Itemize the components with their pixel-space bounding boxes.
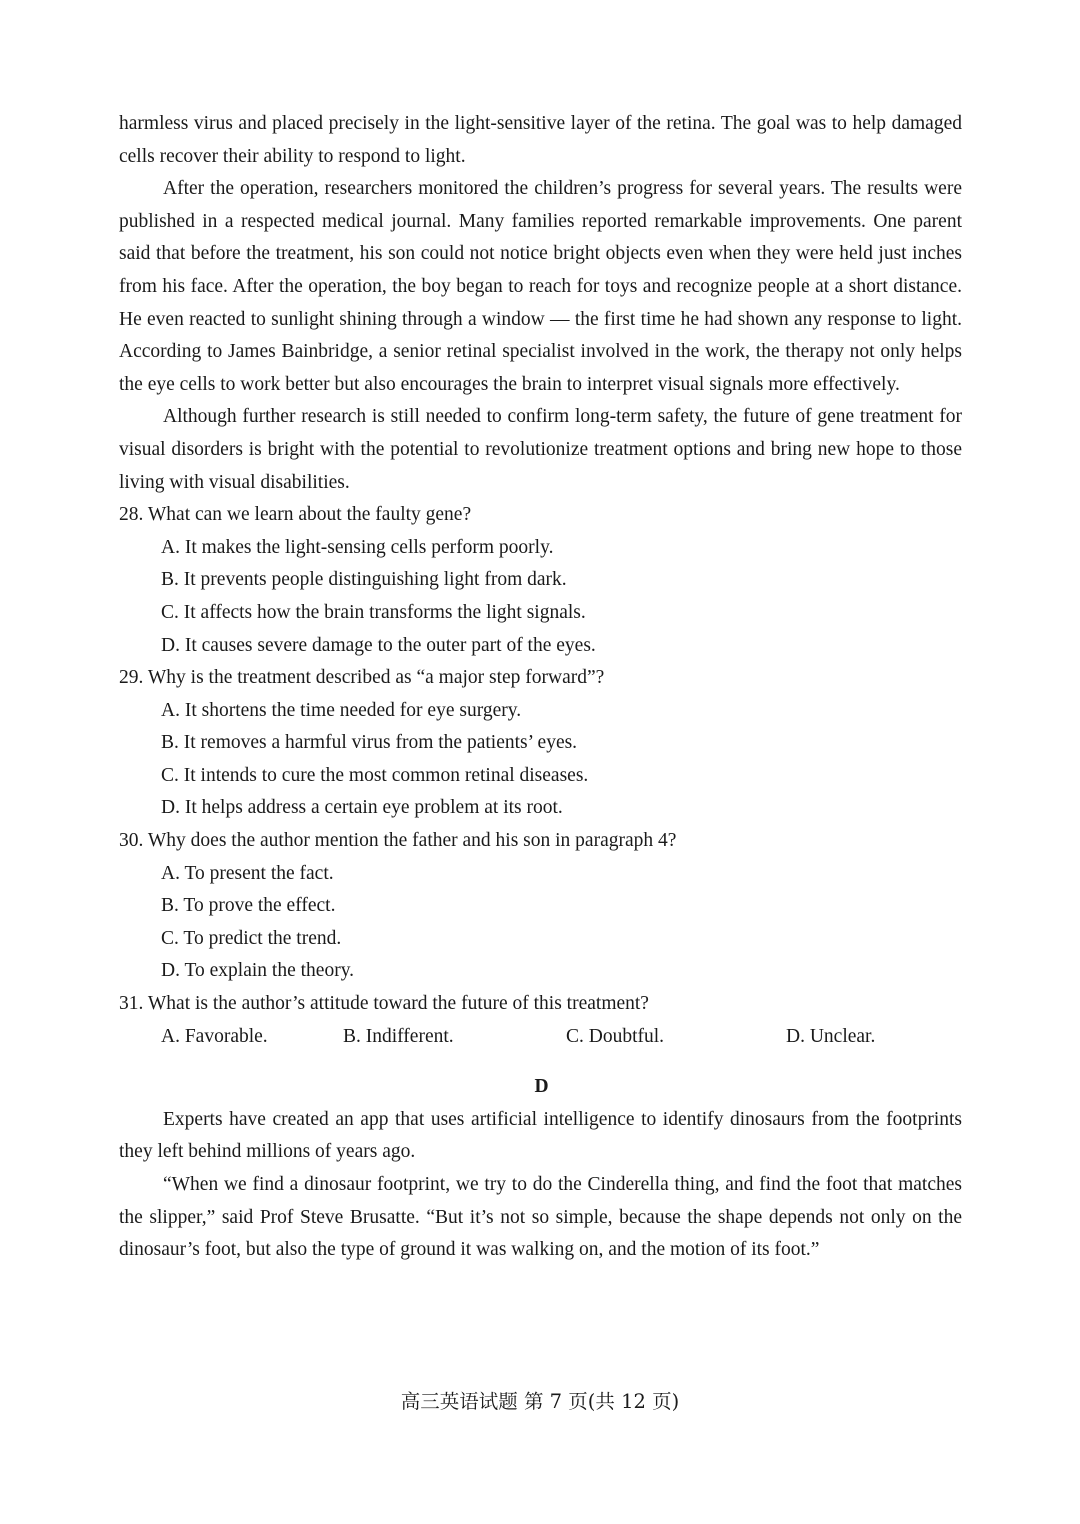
question-28 [119,499,962,662]
question-stem: 29. Why is the treatment described as “a major step forward”? [119,667,605,689]
question-30 [119,825,962,988]
option-b: B. It removes a harmful virus from the patients’ eyes. [161,732,578,754]
passage-d-paragraph-1: Experts have created an app that uses artificial intelligence to identify dinosaurs from the footprints they left behind millions of years ago. [119,1108,962,1163]
option-c: C. Doubtful. [566,1025,665,1047]
question-29 [119,662,962,825]
passage-c-paragraph-3: Although further research is still needed to confirm long-term safety, the future of gene treatment for visual disorders is bright with the potential to revolutionize treatment options and bring new hope to those living with visual disabilities. [119,406,962,493]
page-footer: 高三英语试题 第 7 页(共 12 页) [400,1390,680,1413]
option-b: B. To prove the effect. [161,895,336,917]
section-heading-d: D [534,1076,549,1098]
option-d: D. It helps address a certain eye problem at its root. [161,797,563,819]
question-stem: 31. What is the author’s attitude toward the future of this treatment? [119,993,649,1015]
option-c: C. It intends to cure the most common retinal diseases. [161,764,589,786]
question-31 [119,988,962,1053]
option-d: D. To explain the theory. [161,960,355,982]
option-b: B. Indifferent. [343,1025,454,1047]
option-c: C. It affects how the brain transforms the light signals. [161,601,586,623]
passage-d-paragraph-2: “When we find a dinosaur footprint, we try to do the Cinderella thing, and find the foot that matches the slipper,” said Prof Steve Brusatte. “But it’s not so simple, because the shape depends not only on the dinosaur’s foot, but also the type of ground it was walking on, and the motion of its foot.” [119,1174,962,1261]
question-stem: 28. What can we learn about the faulty gene? [119,504,472,526]
option-c: C. To predict the trend. [161,927,342,949]
option-a: A. It shortens the time needed for eye surgery. [161,699,522,721]
options-row [161,1021,962,1054]
option-a: A. Favorable. [161,1025,268,1047]
option-a: A. It makes the light-sensing cells perform poorly. [161,536,554,558]
passage-c-paragraph-1: harmless virus and placed precisely in the light-sensitive layer of the retina. The goal was to help damaged cells recover their ability to respond to light. [119,113,962,167]
option-b: B. It prevents people distinguishing light from dark. [161,569,567,591]
passage-c-paragraph-2: After the operation, researchers monitored the children’s progress for several years. The results were published in a respected medical journal. Many families reported remarkable improvements. One parent said that before the treatment, his son could not notice bright objects even when they were held just inches from his face. After the operation, the boy began to reach for toys and recognize people at a short distance. He even reacted to sunlight shining through a window — the first time he had shown any response to light. According to James Bainbridge, a senior retinal specialist involved in the work, the therapy not only helps the eye cells to work better but also encourages the brain to interpret visual signals more effectively. [119,178,962,395]
option-d: D. It causes severe damage to the outer part of the eyes. [161,634,596,656]
page-content [119,108,962,1267]
option-d: D. Unclear. [786,1025,876,1047]
question-stem: 30. Why does the author mention the father and his son in paragraph 4? [119,830,677,852]
option-a: A. To present the fact. [161,862,334,884]
